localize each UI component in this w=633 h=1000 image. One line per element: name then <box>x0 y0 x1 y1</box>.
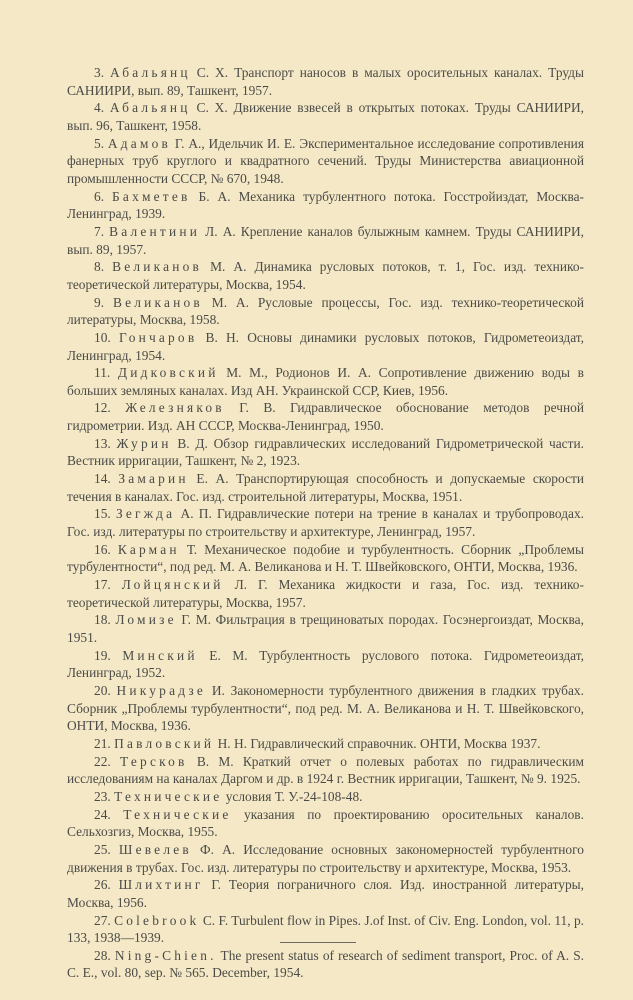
reference-author: Железняков <box>125 400 225 416</box>
reference-number: 22. <box>94 753 111 769</box>
reference-entry <box>67 647 584 682</box>
reference-entry <box>67 258 584 293</box>
reference-number: 19. <box>94 647 111 663</box>
reference-author: Технические <box>123 806 232 822</box>
reference-author: Великанов <box>112 259 203 275</box>
reference-number: 10. <box>94 329 111 345</box>
reference-entry <box>67 329 584 364</box>
reference-entry <box>67 576 584 611</box>
reference-number: 26. <box>94 877 111 893</box>
reference-number: 8. <box>94 259 105 275</box>
reference-number: 14. <box>94 471 111 487</box>
end-divider <box>280 942 356 943</box>
bibliography-list <box>67 64 584 982</box>
reference-number: 5. <box>94 135 105 151</box>
reference-author: Технические <box>114 788 223 804</box>
reference-number: 21. <box>94 735 111 751</box>
reference-details: В. Д. Обзор гидравлических исследований Гидрометрической части. Вестник ирригации, Ташкент, № 2, 1923. <box>67 435 584 469</box>
reference-details: В. М. Краткий отчет о полевых работах по гидравлическим исследованиям на каналах Даргом и др. в 1924 г. Вестник ирригации, Ташкент, № 9. 1925. <box>67 753 585 787</box>
reference-number: 15. <box>94 506 111 522</box>
reference-entry <box>67 294 584 329</box>
reference-details: Б. А. Механика турбулентного потока. Госстройиздат, Москва-Ленинград, 1939. <box>67 188 584 222</box>
reference-number: 17. <box>94 577 111 593</box>
reference-details: Г. Теория пограничного слоя. Изд. иностранной литературы, Москва, 1956. <box>67 877 584 910</box>
reference-entry <box>67 64 584 99</box>
reference-entry <box>67 806 584 841</box>
reference-author: Карман <box>117 541 180 557</box>
reference-entry <box>67 611 584 646</box>
reference-details: М. А. Русловые процессы, Гос. изд. технико-теоретической литературы, Москва, 1958. <box>67 294 584 328</box>
reference-entry <box>67 753 584 788</box>
reference-entry <box>67 541 584 576</box>
reference-details: Г. В. Гидравлическое обоснование методов речной гидрометрии. Изд. АН СССР, Москва-Ленинград, 1950. <box>67 400 584 434</box>
reference-author: Абальянц <box>110 65 191 80</box>
reference-entry <box>67 364 584 399</box>
reference-details: В. Н. Основы динамики русловых потоков, Гидрометеоиздат, Ленинград, 1954. <box>67 329 584 363</box>
reference-details: The present status of research of sediment transport, Proc. of A. S. C. E., vol. 80, sep. № 565. December, 1954. <box>67 947 584 981</box>
reference-entry <box>67 682 584 735</box>
reference-details: М. М., Родионов И. А. Сопротивление движению воды в больших земляных каналах. Изд АН. Украинской ССР, Киев, 1956. <box>67 365 584 398</box>
reference-number: 9. <box>94 294 105 310</box>
reference-entry <box>67 841 584 876</box>
reference-number: 11. <box>94 365 111 381</box>
reference-details: Н. Н. Гидравлический справочник. ОНТИ, Москва 1937. <box>217 735 541 751</box>
reference-details: Е. М. Турбулентность руслового потока. Гидрометеоиздат, Ленинград, 1952. <box>67 647 584 681</box>
reference-details: С. Х. Транспорт наносов в малых оросительных каналах. Труды САНИИРИ, вып. 89, Ташкент, 1957. <box>67 65 584 98</box>
reference-details: Л. Г. Механика жидкости и газа, Гос. изд. технико-теоретической литературы, Москва, 1957. <box>67 577 584 610</box>
reference-number: 6. <box>94 188 105 204</box>
reference-author: Валентини <box>109 223 201 239</box>
reference-author: Colebrook <box>114 912 200 928</box>
reference-details: Г. А., Идельчик И. Е. Экспериментальное исследование сопротивления фанерных труб круглого и квадратного сечений. Труды Министерства авиационной промышленности СССР, № 670, 1948. <box>67 135 584 186</box>
reference-author: Терсков <box>120 753 188 769</box>
reference-author: Ning-Chien. <box>114 947 217 963</box>
reference-author: Дидковский <box>117 365 219 381</box>
reference-entry <box>67 470 584 505</box>
reference-details: Л. А. Крепление каналов булыжным камнем. Труды САНИИРИ, вып. 89, 1957. <box>67 223 584 257</box>
reference-entry <box>67 788 584 806</box>
reference-details: И. Закономерности турбулентного движения в гладких трубах. Сборник „Проблемы турбулентности“, под ред. М. А. Великанова и Н. Т. Швейковского, ОНТИ, Москва, 1936. <box>67 682 584 734</box>
reference-details: М. А. Динамика русловых потоков, т. 1, Гос. изд. технико-теоретической литературы, Москва, 1954. <box>67 259 584 292</box>
reference-number: 25. <box>94 841 111 857</box>
reference-details: Е. А. Транспортирующая способность и допускаемые скорости течения в каналах. Гос. изд. строительной литературы, Москва, 1951. <box>67 471 584 504</box>
reference-author: Шевелев <box>118 841 192 857</box>
reference-author: Адамов <box>107 135 172 151</box>
reference-number: 28. <box>94 947 111 963</box>
reference-author: Минский <box>122 647 198 663</box>
reference-entry <box>67 735 584 753</box>
reference-author: Лойцянский <box>121 577 224 593</box>
reference-author: Великанов <box>112 294 203 310</box>
reference-details: С. Х. Движение взвесей в открытых потоках. Труды САНИИРИ, вып. 96, Ташкент, 1958. <box>67 100 584 133</box>
reference-author: Павловский <box>114 735 215 751</box>
reference-details: А. П. Гидравлические потери на трение в каналах и трубопроводах. Гос. изд. литературы по строительству и архитектуре, Ленинград, 1957. <box>67 506 584 540</box>
reference-author: Журин <box>116 435 172 451</box>
reference-entry <box>67 135 584 188</box>
reference-details: C. F. Turbulent flow in Pipes. J.of Inst. of Civ. Eng. London, vol. 11, p. 133, 1938—1939. <box>67 912 584 946</box>
reference-number: 13. <box>94 435 111 451</box>
reference-number: 18. <box>94 612 111 628</box>
reference-number: 16. <box>94 541 111 557</box>
reference-details: Г. М. Фильтрация в трещиноватых породах. Госэнергоиздат, Москва, 1951. <box>67 612 584 645</box>
reference-entry <box>67 505 584 540</box>
reference-number: 12. <box>94 400 111 416</box>
reference-number: 3. <box>94 65 105 80</box>
reference-details: Ф. А. Исследование основных закономерностей турбулентного движения в трубах. Гос. изд. литературы по строительству и архитектуре, Москва, 1953. <box>67 841 584 875</box>
reference-number: 20. <box>94 682 111 698</box>
reference-author: Бахметев <box>112 188 191 204</box>
reference-details: указания по проектированию оросительных каналов. Сельхозгиз, Москва, 1955. <box>67 806 584 840</box>
reference-author: Замарин <box>118 471 189 487</box>
reference-number: 23. <box>94 788 111 804</box>
reference-author: Абальянц <box>109 100 191 116</box>
reference-author: Гончаров <box>118 329 198 345</box>
reference-entry <box>67 188 584 223</box>
reference-number: 7. <box>94 223 105 239</box>
reference-entry <box>67 399 584 434</box>
reference-author: Никурадзе <box>116 682 207 698</box>
reference-number: 24. <box>94 806 111 822</box>
reference-entry <box>67 223 584 258</box>
reference-entry <box>67 876 584 911</box>
reference-entry <box>67 947 584 982</box>
reference-author: Зегжда <box>115 506 176 522</box>
reference-number: 27. <box>94 912 111 928</box>
reference-entry <box>67 435 584 470</box>
reference-number: 4. <box>94 100 105 116</box>
reference-entry <box>67 99 584 134</box>
reference-author: Ломизе <box>115 612 177 628</box>
reference-details: условия Т. У.-24-108-48. <box>225 788 363 804</box>
reference-details: Т. Механическое подобие и турбулентность. Сборник „Проблемы турбулентности“, под ред. М. А. Великанова и Н. Т. Швейковского, ОНТИ, Москва, 1936. <box>67 541 584 575</box>
reference-author: Шлихтинг <box>118 877 204 893</box>
